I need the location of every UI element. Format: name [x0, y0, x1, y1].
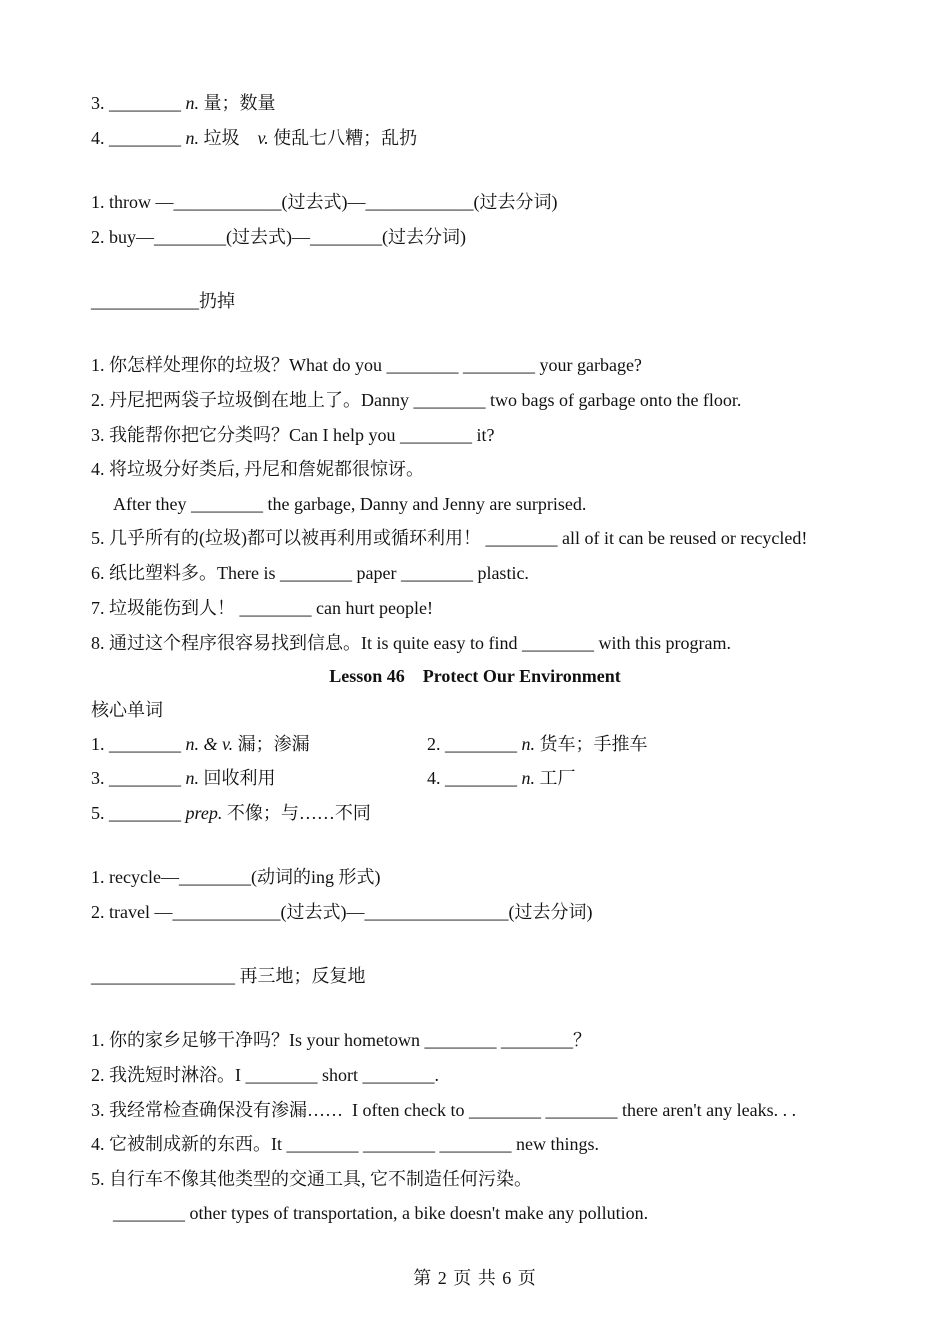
vocab-meaning: 工厂	[535, 768, 576, 788]
vocab-meaning: 不像；与……不同	[222, 803, 371, 823]
sentence-line: 4. 将垃圾分好类后, 丹尼和詹妮都很惊讶。	[91, 459, 424, 479]
vocab-meaning: 使乱七八糟；乱扔	[268, 128, 418, 148]
part-of-speech: n.	[521, 768, 535, 788]
section-heading: 核心单词	[91, 700, 163, 720]
part-of-speech: n.	[185, 93, 199, 113]
word-form-line: 2. travel —____________(过去式)—________________(过去分词)	[91, 902, 593, 922]
sentence-line: 7. 垃圾能伤到人！ ________ can hurt people!	[91, 598, 433, 618]
part-of-speech: prep.	[185, 803, 223, 823]
vocab-item-1	[91, 733, 310, 755]
vocab-blank: 4. ________	[427, 768, 522, 788]
sentence-line: 1. 你的家乡足够干净吗？Is your hometown ________ ________？	[91, 1030, 591, 1050]
vocab-meaning: 漏；渗漏	[233, 734, 310, 754]
sentence-line: 8. 通过这个程序很容易找到信息。It is quite easy to find ________ with this program.	[91, 633, 731, 653]
sentence-line: After they ________ the garbage, Danny and Jenny are surprised.	[113, 494, 587, 514]
vocab-item-4	[427, 767, 576, 789]
sentence-line: 6. 纸比塑料多。There is ________ paper ________ plastic.	[91, 563, 529, 583]
phrase-line: ________________ 再三地；反复地	[91, 966, 366, 986]
vocab-item-3	[91, 92, 276, 114]
sentence-line: ________ other types of transportation, a bike doesn't make any pollution.	[113, 1203, 649, 1223]
vocab-meaning: 货车；手推车	[535, 734, 648, 754]
sentence-line: 5. 几乎所有的(垃圾)都可以被再利用或循环利用！ ________ all of it can be reused or recycled!	[91, 528, 808, 548]
vocab-blank: 3. ________	[91, 768, 186, 788]
phrase-line: ____________扔掉	[91, 291, 235, 311]
word-form-line: 1. recycle—________(动词的ing 形式)	[91, 867, 381, 887]
sentence-line: 2. 丹尼把两袋子垃圾倒在地上了。Danny ________ two bags of garbage onto the floor.	[91, 390, 742, 410]
sentence-line: 2. 我洗短时淋浴。I ________ short ________.	[91, 1065, 439, 1085]
vocab-item-3	[91, 767, 276, 789]
sentence-line: 1. 你怎样处理你的垃圾？What do you ________ ________ your garbage?	[91, 355, 642, 375]
part-of-speech: v.	[257, 128, 269, 148]
part-of-speech: n. & v.	[185, 734, 234, 754]
vocab-blank: 3. ________	[91, 93, 186, 113]
sentence-line: 3. 我经常检查确保没有渗漏…… I often check to ________ ________ there aren't any leaks. . .	[91, 1100, 797, 1120]
vocab-meaning: 垃圾	[199, 128, 258, 148]
page-footer: 第 2 页 共 6 页	[413, 1268, 537, 1288]
vocab-item-2	[427, 733, 648, 755]
part-of-speech: n.	[185, 128, 199, 148]
vocab-meaning: 回收利用	[199, 768, 276, 788]
vocab-blank: 4. ________	[91, 128, 186, 148]
part-of-speech: n.	[185, 768, 199, 788]
sentence-line: 4. 它被制成新的东西。It ________ ________ ________ new things.	[91, 1134, 599, 1154]
vocab-item-4	[91, 127, 417, 149]
vocab-blank: 2. ________	[427, 734, 522, 754]
vocab-meaning: 量；数量	[199, 93, 276, 113]
vocab-blank: 5. ________	[91, 803, 186, 823]
vocab-item-5	[91, 802, 371, 824]
word-form-line: 2. buy—________(过去式)—________(过去分词)	[91, 227, 466, 247]
lesson-title: Lesson 46 Protect Our Environment	[329, 666, 621, 686]
sentence-line: 5. 自行车不像其他类型的交通工具, 它不制造任何污染。	[91, 1169, 532, 1189]
sentence-line: 3. 我能帮你把它分类吗？Can I help you ________ it?	[91, 425, 495, 445]
part-of-speech: n.	[521, 734, 535, 754]
vocab-blank: 1. ________	[91, 734, 186, 754]
word-form-line: 1. throw —____________(过去式)—____________(过去分词)	[91, 192, 558, 212]
